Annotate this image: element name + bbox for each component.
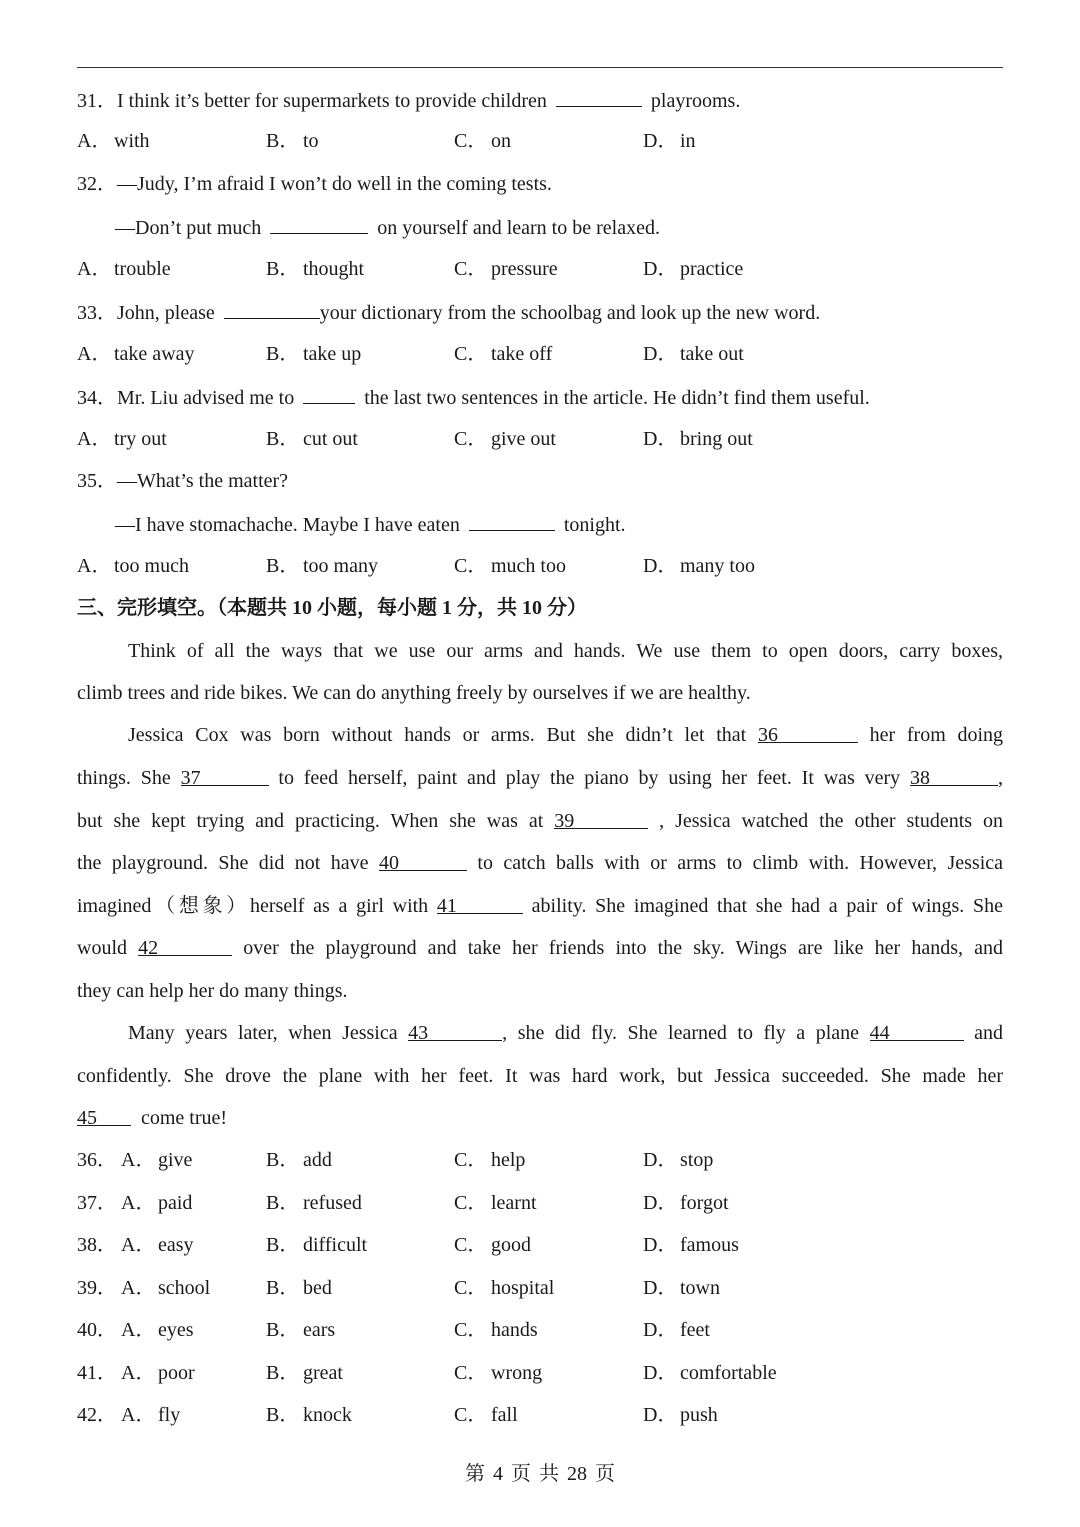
option-c[interactable]: C． much too xyxy=(454,555,566,577)
question-33: 33．John, please your dictionary from the schoolbag and look up the new word. xyxy=(77,298,820,324)
question-34: 34．Mr. Liu advised me to the last two sentences in the article. He didn’t find them useful. xyxy=(77,383,870,409)
option-text: feet xyxy=(680,1319,710,1341)
question-31-stem-end: playrooms. xyxy=(650,90,741,112)
cloze-blank-39[interactable]: 39 xyxy=(554,808,648,829)
option-text: A． xyxy=(121,1319,156,1341)
option-text: B． xyxy=(266,1277,300,1299)
option-a[interactable] xyxy=(77,1402,180,1428)
answer-blank[interactable] xyxy=(469,510,555,531)
passage-line: the playground. She did not have 40 to catch balls with or arms to climb with. However, Jessica xyxy=(77,852,1004,874)
option-text: D． xyxy=(643,1277,678,1299)
option-text: famous xyxy=(680,1234,739,1256)
option-b[interactable] xyxy=(266,1360,343,1386)
option-text: easy xyxy=(158,1234,194,1256)
option-a[interactable] xyxy=(77,1147,192,1173)
option-text: fall xyxy=(491,1404,518,1426)
option-text: B． xyxy=(266,1149,300,1171)
passage-line: Many years later, when Jessica 43 , she did fly. She learned to fly a plane 44 and xyxy=(128,1022,1003,1044)
question-31-stem: 31．I think it’s better for supermarkets to provide children xyxy=(77,90,547,112)
option-text: add xyxy=(303,1149,332,1171)
option-text: help xyxy=(491,1149,526,1171)
question-32-stem: 32．—Judy, I’m afraid I won’t do well in the coming tests. xyxy=(77,173,552,195)
option-text: ears xyxy=(303,1319,336,1341)
option-c[interactable]: C． on xyxy=(454,130,511,152)
option-d[interactable]: D． many too xyxy=(643,555,755,577)
page-footer: 第 4 页 共 28 页 xyxy=(465,1463,615,1485)
option-b[interactable] xyxy=(266,1190,362,1216)
option-a[interactable]: A． trouble xyxy=(77,258,171,280)
question-number: 41． xyxy=(77,1362,117,1384)
option-a[interactable] xyxy=(77,1317,194,1343)
option-c[interactable] xyxy=(454,1190,537,1216)
question-number: 42． xyxy=(77,1404,117,1426)
option-text: B． xyxy=(266,1362,300,1384)
question-number: 36． xyxy=(77,1149,117,1171)
option-c[interactable] xyxy=(454,1360,542,1386)
option-text: school xyxy=(158,1277,211,1299)
option-text: stop xyxy=(680,1149,714,1171)
question-32-reply: —Don’t put much on yourself and learn to be relaxed. xyxy=(115,213,660,239)
cloze-blank-41[interactable]: 41 xyxy=(437,893,523,914)
option-c[interactable]: C． pressure xyxy=(454,258,558,280)
option-text: D． xyxy=(643,1362,678,1384)
passage-line: but she kept trying and practicing. When she was at 39 , Jessica watched the other students on xyxy=(77,810,1003,832)
option-text: refused xyxy=(303,1192,362,1214)
passage-line: Jessica Cox was born without hands or arms. But she didn’t let that 36 her from doing xyxy=(128,724,1003,746)
option-b[interactable]: B． thought xyxy=(266,258,365,280)
option-d[interactable] xyxy=(643,1317,710,1343)
option-text: poor xyxy=(158,1362,195,1384)
option-a[interactable]: A． take away xyxy=(77,343,195,365)
option-text: wrong xyxy=(491,1362,543,1384)
passage-line: confidently. She drove the plane with her feet. It was hard work, but Jessica succeeded. She made her xyxy=(77,1065,1003,1087)
option-text: hospital xyxy=(491,1277,555,1299)
question-35: 35．—What’s the matter? xyxy=(77,470,289,492)
page-number: 4 xyxy=(493,1463,503,1485)
cloze-blank-43[interactable]: 43 xyxy=(408,1020,502,1041)
option-text: town xyxy=(680,1277,720,1299)
total-pages: 28 xyxy=(567,1463,587,1485)
option-text: C． xyxy=(454,1234,488,1256)
option-b[interactable]: B． take up xyxy=(266,343,362,365)
option-text: A． xyxy=(121,1149,156,1171)
option-b[interactable]: B． to xyxy=(266,130,319,152)
option-d[interactable] xyxy=(643,1360,777,1386)
passage-line: would 42 over the playground and take her friends into the sky. Wings are like her hands, and xyxy=(77,937,1004,959)
option-text: D． xyxy=(643,1404,678,1426)
option-d[interactable] xyxy=(643,1232,739,1258)
answer-blank[interactable] xyxy=(303,383,355,404)
option-c[interactable]: C． take off xyxy=(454,343,553,365)
option-text: paid xyxy=(158,1192,193,1214)
option-text: A． xyxy=(121,1192,156,1214)
option-text: comfortable xyxy=(680,1362,777,1384)
option-text: D． xyxy=(643,1319,678,1341)
option-a[interactable]: A． with xyxy=(77,130,150,152)
answer-blank[interactable] xyxy=(270,213,368,234)
option-text: forgot xyxy=(680,1192,729,1214)
option-text: B． xyxy=(266,1319,300,1341)
question-number: 40． xyxy=(77,1319,117,1341)
option-text: C． xyxy=(454,1319,488,1341)
option-d[interactable]: D． take out xyxy=(643,343,744,365)
option-text: B． xyxy=(266,1404,300,1426)
cloze-blank-36[interactable]: 36 xyxy=(758,722,858,743)
option-text: fly xyxy=(158,1404,181,1426)
option-text: A． xyxy=(121,1362,156,1384)
option-text: A． xyxy=(121,1404,156,1426)
option-text: great xyxy=(303,1362,343,1384)
option-c[interactable]: C． give out xyxy=(454,428,556,450)
option-a[interactable] xyxy=(77,1360,195,1386)
option-text: knock xyxy=(303,1404,352,1426)
section-heading: 三、完形填空。（本题共 10 小题，每小题 1 分，共 10 分） xyxy=(77,597,587,619)
passage-line: Think of all the ways that we use our arms and hands. We use them to open doors, carry boxes, xyxy=(128,640,1003,662)
option-d[interactable] xyxy=(643,1275,720,1301)
option-b[interactable] xyxy=(266,1232,367,1258)
option-a[interactable]: A． too much xyxy=(77,555,189,577)
option-d[interactable] xyxy=(643,1190,729,1216)
question-number: 38． xyxy=(77,1234,117,1256)
option-a[interactable]: A． try out xyxy=(77,428,167,450)
option-d[interactable] xyxy=(643,1147,713,1173)
option-text: give xyxy=(158,1149,193,1171)
option-text: good xyxy=(491,1234,531,1256)
option-text: B． xyxy=(266,1234,300,1256)
question-31 xyxy=(77,86,740,112)
option-text: D． xyxy=(643,1234,678,1256)
cloze-blank-37[interactable]: 37 xyxy=(181,765,269,786)
option-text: eyes xyxy=(158,1319,194,1341)
passage-line: they can help her do many things. xyxy=(77,980,348,1002)
question-35-reply: —I have stomachache. Maybe I have eaten tonight. xyxy=(115,510,626,536)
header-rule xyxy=(77,67,1003,68)
option-c[interactable] xyxy=(454,1147,525,1173)
option-a[interactable] xyxy=(77,1190,192,1216)
option-b[interactable] xyxy=(266,1402,352,1428)
option-text: D． xyxy=(643,1192,678,1214)
option-text: A． xyxy=(121,1234,156,1256)
option-d[interactable] xyxy=(643,1402,718,1428)
option-text: C． xyxy=(454,1404,488,1426)
question-number: 37． xyxy=(77,1192,117,1214)
option-text: B． xyxy=(266,1192,300,1214)
option-text: hands xyxy=(491,1319,538,1341)
option-d[interactable]: D． practice xyxy=(643,258,744,280)
option-d[interactable]: D． bring out xyxy=(643,428,753,450)
cloze-blank-38[interactable]: 38 xyxy=(910,765,998,786)
passage-line: climb trees and ride bikes. We can do anything freely by ourselves if we are healthy. xyxy=(77,682,751,704)
option-c[interactable] xyxy=(454,1317,538,1343)
option-c[interactable] xyxy=(454,1232,531,1258)
option-a[interactable] xyxy=(77,1275,210,1301)
option-b[interactable] xyxy=(266,1275,332,1301)
option-b[interactable]: B． too many xyxy=(266,555,378,577)
option-text: D． xyxy=(643,1149,678,1171)
cloze-blank-45[interactable]: 45 xyxy=(77,1105,131,1126)
option-text: A． xyxy=(121,1277,156,1299)
option-b[interactable] xyxy=(266,1317,335,1343)
option-c[interactable] xyxy=(454,1275,554,1301)
answer-blank[interactable] xyxy=(556,86,642,107)
option-text: bed xyxy=(303,1277,332,1299)
passage-line: things. She 37 to feed herself, paint and play the piano by using her feet. It was very 38 , xyxy=(77,767,1004,789)
option-b[interactable]: B． cut out xyxy=(266,428,358,450)
question-number: 39． xyxy=(77,1277,117,1299)
option-text: C． xyxy=(454,1192,488,1214)
option-text: C． xyxy=(454,1277,488,1299)
option-d[interactable]: D． in xyxy=(643,130,696,152)
passage-line: 45 come true! xyxy=(77,1107,228,1129)
option-text: learnt xyxy=(491,1192,537,1214)
cloze-blank-44[interactable]: 44 xyxy=(870,1020,964,1041)
option-text: C． xyxy=(454,1362,488,1384)
cloze-blank-40[interactable]: 40 xyxy=(379,850,467,871)
cloze-blank-42[interactable]: 42 xyxy=(138,935,232,956)
option-b[interactable] xyxy=(266,1147,332,1173)
answer-blank[interactable] xyxy=(224,298,320,319)
option-a[interactable] xyxy=(77,1232,194,1258)
option-text: difficult xyxy=(303,1234,368,1256)
question-32 xyxy=(77,171,552,197)
passage-line: imagined（想象）herself as a girl with 41 ability. She imagined that she had a pair of wings. She xyxy=(77,895,1004,917)
option-text: push xyxy=(680,1404,718,1426)
option-text: C． xyxy=(454,1149,488,1171)
option-c[interactable] xyxy=(454,1402,518,1428)
